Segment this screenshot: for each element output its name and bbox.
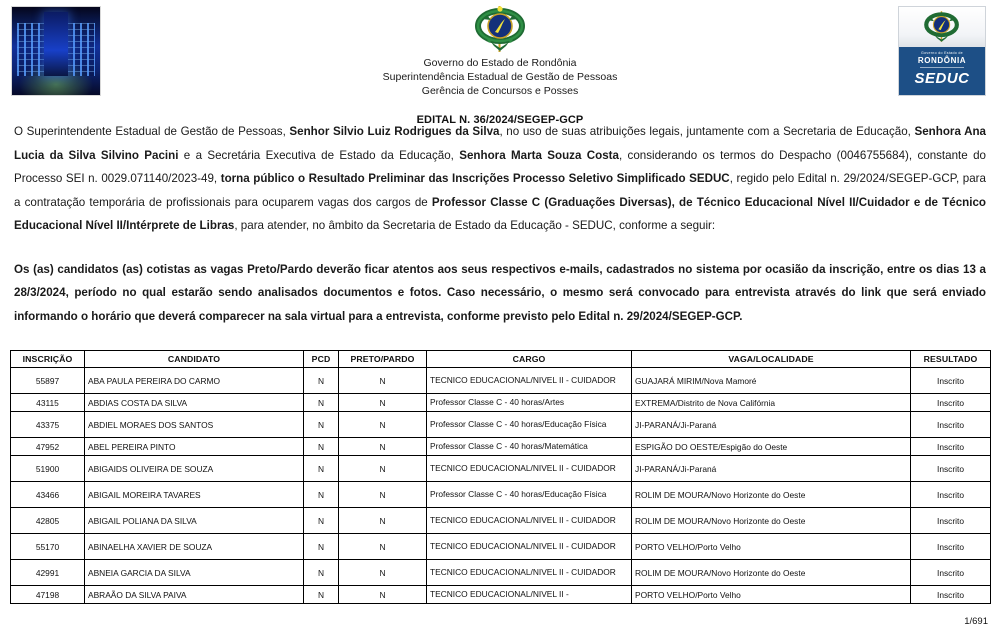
results-table-container <box>0 350 1000 604</box>
seduc-unit-line: SEDUC <box>914 69 970 87</box>
cell-cargo: TECNICO EDUCACIONAL/NIVEL II - CUIDADOR <box>427 456 632 482</box>
cell-vaga-localidade: ROLIM DE MOURA/Novo Horizonte do Oeste <box>632 482 911 508</box>
column-header-pcd: PCD <box>304 351 339 368</box>
cell-preto-pardo: N <box>339 586 427 604</box>
cell-candidato: ABIGAIDS OLIVEIRA DE SOUZA <box>85 456 304 482</box>
seduc-gov-line: Governo do Estado de <box>921 50 963 55</box>
cell-vaga-localidade: ESPIGÃO DO OESTE/Espigão do Oeste <box>632 438 911 456</box>
table-row <box>11 368 991 394</box>
table-row <box>11 586 991 604</box>
cell-preto-pardo: N <box>339 412 427 438</box>
cell-resultado: Inscrito <box>911 482 991 508</box>
cell-vaga-localidade: PORTO VELHO/Porto Velho <box>632 534 911 560</box>
cell-candidato: ABA PAULA PEREIRA DO CARMO <box>85 368 304 394</box>
org-line-2: Superintendência Estadual de Gestão de Pessoas <box>382 71 618 83</box>
cell-preto-pardo: N <box>339 560 427 586</box>
cell-cargo: Professor Classe C - 40 horas/Artes <box>427 394 632 412</box>
cell-vaga-localidade: JI-PARANÁ/Ji-Paraná <box>632 412 911 438</box>
cell-pcd: N <box>304 560 339 586</box>
cell-vaga-localidade: ROLIM DE MOURA/Novo Horizonte do Oeste <box>632 560 911 586</box>
cell-candidato: ABDIAS COSTA DA SILVA <box>85 394 304 412</box>
cell-pcd: N <box>304 368 339 394</box>
cell-preto-pardo: N <box>339 508 427 534</box>
table-row <box>11 534 991 560</box>
cell-pcd: N <box>304 482 339 508</box>
cell-pcd: N <box>304 456 339 482</box>
org-line-1: Governo do Estado de Rondônia <box>423 57 577 69</box>
results-table-body <box>11 368 991 604</box>
seduc-wordmark <box>899 47 985 95</box>
cell-resultado: Inscrito <box>911 560 991 586</box>
cell-candidato: ABINAELHA XAVIER DE SOUZA <box>85 534 304 560</box>
seduc-coat-of-arms-icon <box>899 7 985 47</box>
cell-inscricao: 47952 <box>11 438 85 456</box>
cell-resultado: Inscrito <box>911 586 991 604</box>
column-header-preto-pardo: PRETO/PARDO <box>339 351 427 368</box>
cell-resultado: Inscrito <box>911 368 991 394</box>
cell-inscricao: 43375 <box>11 412 85 438</box>
cell-pcd: N <box>304 438 339 456</box>
cell-vaga-localidade: PORTO VELHO/Porto Velho <box>632 586 911 604</box>
cell-preto-pardo: N <box>339 438 427 456</box>
table-row <box>11 394 991 412</box>
cell-cargo: Professor Classe C - 40 horas/Educação Física <box>427 482 632 508</box>
rondonia-coat-of-arms-icon <box>475 6 525 52</box>
cell-resultado: Inscrito <box>911 534 991 560</box>
results-table <box>10 350 991 604</box>
paragraph-text-run: , considerando os termos do Despacho (0046755684), constante do Processo SEI n. 0029.071140/2023-49, <box>14 148 986 185</box>
cell-vaga-localidade: GUAJARÁ MIRIM/Nova Mamoré <box>632 368 911 394</box>
cell-candidato: ABNEIA GARCIA DA SILVA <box>85 560 304 586</box>
cell-pcd: N <box>304 394 339 412</box>
cell-candidato: ABRAÃO DA SILVA PAIVA <box>85 586 304 604</box>
cell-inscricao: 43466 <box>11 482 85 508</box>
cell-cargo: Professor Classe C - 40 horas/Matemática <box>427 438 632 456</box>
table-row <box>11 482 991 508</box>
cell-resultado: Inscrito <box>911 412 991 438</box>
paragraph-bold-run: torna público o Resultado Preliminar das Inscrições Processo Seletivo Simplificado SEDUC <box>220 172 730 185</box>
cell-preto-pardo: N <box>339 456 427 482</box>
cell-cargo: TECNICO EDUCACIONAL/NIVEL II - CUIDADOR <box>427 368 632 394</box>
cell-preto-pardo: N <box>339 482 427 508</box>
cell-cargo: TECNICO EDUCACIONAL/NIVEL II - <box>427 586 632 604</box>
seduc-logo <box>898 6 986 96</box>
cell-preto-pardo: N <box>339 534 427 560</box>
seduc-divider <box>920 67 964 68</box>
paragraph-intro <box>14 120 986 238</box>
column-header-vaga-localidade: VAGA/LOCALIDADE <box>632 351 911 368</box>
header-center-block <box>0 6 1000 126</box>
cell-pcd: N <box>304 586 339 604</box>
paragraph-text-run: , regido pelo Edital n. 29/2024/SEGEP-GCP, para a contratação temporária de profissionais para ocuparem vagas dos cargos de <box>14 172 986 209</box>
cell-candidato: ABIGAIL POLIANA DA SILVA <box>85 508 304 534</box>
cell-resultado: Inscrito <box>911 438 991 456</box>
column-header-inscricao: INSCRIÇÃO <box>11 351 85 368</box>
cell-pcd: N <box>304 508 339 534</box>
column-header-candidato: CANDIDATO <box>85 351 304 368</box>
paragraph-text-run: , no uso de suas atribuições legais, juntamente com a Secretaria de Educação, <box>499 125 915 138</box>
cell-inscricao: 51900 <box>11 456 85 482</box>
cell-cargo: TECNICO EDUCACIONAL/NIVEL II - CUIDADOR <box>427 560 632 586</box>
cell-pcd: N <box>304 534 339 560</box>
table-row <box>11 560 991 586</box>
org-line-3: Gerência de Concursos e Posses <box>421 85 579 97</box>
table-row <box>11 456 991 482</box>
cell-resultado: Inscrito <box>911 394 991 412</box>
cell-vaga-localidade: ROLIM DE MOURA/Novo Horizonte do Oeste <box>632 508 911 534</box>
column-header-cargo: CARGO <box>427 351 632 368</box>
paragraph-text-run: O Superintendente Estadual de Gestão de Pessoas, <box>14 125 290 138</box>
table-row <box>11 508 991 534</box>
seduc-state-line: RONDÔNIA <box>917 55 967 65</box>
cell-inscricao: 47198 <box>11 586 85 604</box>
paragraph-bold-run: Senhora Ana Lucia da Silva Silvino Pacini <box>14 125 986 162</box>
cell-candidato: ABIGAIL MOREIRA TAVARES <box>85 482 304 508</box>
table-header-row <box>11 351 991 368</box>
document-body <box>0 120 1000 328</box>
paragraph-cotistas: Os (as) candidatos (as) cotistas as vagas Preto/Pardo deverão ficar atentos aos seus respectivos e-mails, cadastrados no sistema por ocasião da inscrição, entre os dias 13 a 28/3/2024, período no qual estarão sendo analisados documentos e fotos. Caso necessário, o mesmo será convocado para entrevista através do link que será enviado informando o horário que deverá comparecer na sala virtual para a entrevista, conforme previsto pelo Edital n. 29/2024/SEGEP-GCP. <box>14 262 986 323</box>
cell-cargo: TECNICO EDUCACIONAL/NIVEL II - CUIDADOR <box>427 508 632 534</box>
cell-inscricao: 55170 <box>11 534 85 560</box>
cell-cargo: TECNICO EDUCACIONAL/NIVEL II - CUIDADOR <box>427 534 632 560</box>
cell-preto-pardo: N <box>339 368 427 394</box>
table-row <box>11 438 991 456</box>
cell-vaga-localidade: JI-PARANÁ/Ji-Paraná <box>632 456 911 482</box>
cell-cargo: Professor Classe C - 40 horas/Educação Física <box>427 412 632 438</box>
cell-inscricao: 43115 <box>11 394 85 412</box>
cell-candidato: ABEL PEREIRA PINTO <box>85 438 304 456</box>
cell-inscricao: 55897 <box>11 368 85 394</box>
cell-resultado: Inscrito <box>911 456 991 482</box>
cell-vaga-localidade: EXTREMA/Distrito de Nova Califórnia <box>632 394 911 412</box>
paragraph-text-run: , para atender, no âmbito da Secretaria de Estado da Educação - SEDUC, conforme a seguir: <box>234 219 716 232</box>
document-header <box>0 0 1000 126</box>
column-header-resultado: RESULTADO <box>911 351 991 368</box>
cell-candidato: ABDIEL MORAES DOS SANTOS <box>85 412 304 438</box>
table-row <box>11 412 991 438</box>
paragraph-bold-run: Senhor Silvio Luiz Rodrigues da Silva <box>289 125 500 138</box>
page-number: 1/691 <box>964 616 988 627</box>
paragraph-bold-run: Senhora Marta Souza Costa <box>459 148 619 162</box>
cell-inscricao: 42991 <box>11 560 85 586</box>
cell-inscricao: 42805 <box>11 508 85 534</box>
cell-preto-pardo: N <box>339 394 427 412</box>
paragraph-text-run: e a Secretária Executiva de Estado da Educação, <box>178 148 460 162</box>
cell-resultado: Inscrito <box>911 508 991 534</box>
edital-title: EDITAL N. 36/2024/SEGEP-GCP <box>416 114 584 126</box>
cell-pcd: N <box>304 412 339 438</box>
paragraph-bold-run: Professor Classe C (Graduações Diversas), de Técnico Educacional Nível II/Cuidador e de Técnico Educacional Nível II/Intérprete de Libras <box>14 195 986 232</box>
